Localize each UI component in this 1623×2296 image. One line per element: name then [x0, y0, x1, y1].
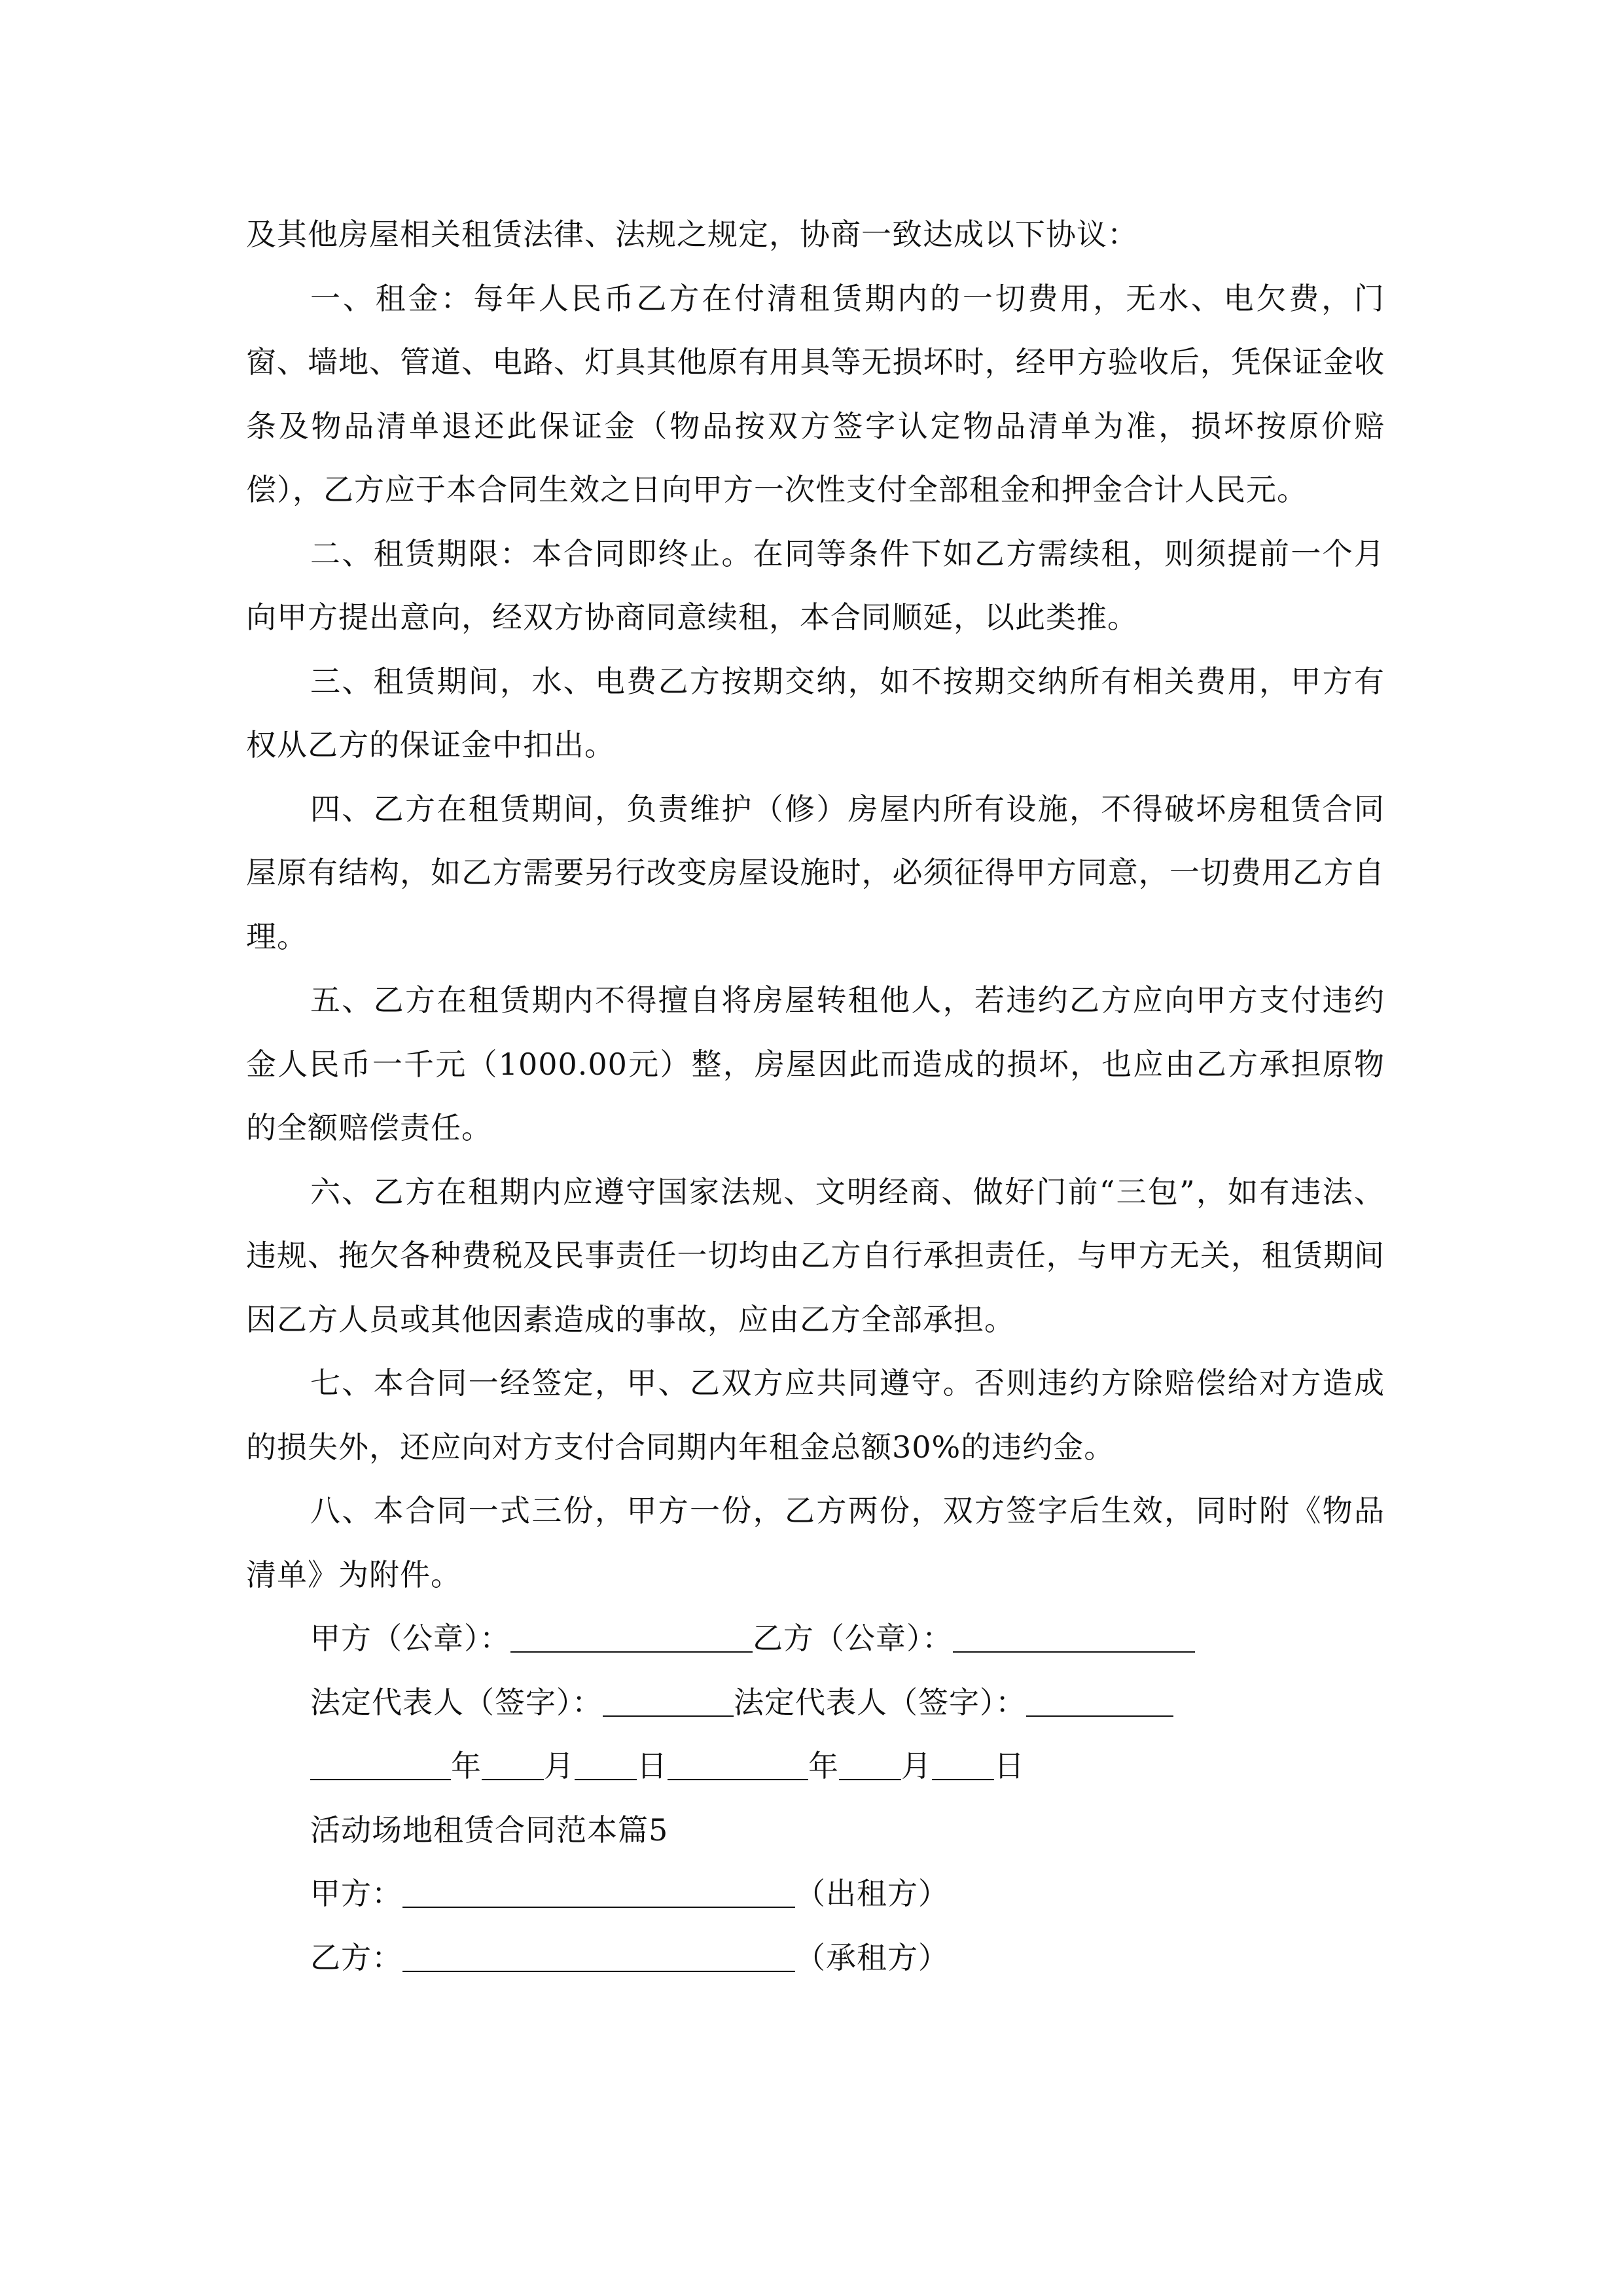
party-a-seal-blank [510, 1621, 753, 1653]
signature-seal-line [246, 1607, 1385, 1671]
party-a-role: （出租方） [795, 1876, 949, 1911]
rep-a-label: 法定代表人（签字）： [310, 1684, 603, 1720]
clause-8-copies: 八、本合同一式三份，甲方一份，乙方两份，双方签字后生效，同时附《物品清单》为附件。 [246, 1493, 1385, 1592]
date-a-month-blank [482, 1749, 544, 1780]
date-b-month-label: 月 [901, 1748, 932, 1784]
section-title: 活动场地租赁合同范本篇5 [310, 1812, 669, 1848]
date-b-month-blank [839, 1749, 901, 1780]
date-b-day-label: 日 [994, 1748, 1025, 1784]
date-b-year-blank [668, 1749, 808, 1780]
date-a-year-blank [310, 1749, 451, 1780]
clause-2-term: 二、租赁期限：本合同即终止。在同等条件下如乙方需续租，则须提前一个月向甲方提出意向，经双方协商同意续租，本合同顺延，以此类推。 [246, 535, 1385, 635]
party-b-seal-label: 乙方（公章）： [753, 1621, 953, 1656]
signature-rep-line [246, 1671, 1385, 1735]
signature-date-line [246, 1734, 1385, 1799]
party-b-seal-blank [953, 1621, 1195, 1653]
party-b-role: （承租方） [795, 1939, 949, 1975]
party-a-line [246, 1862, 1385, 1926]
rep-b-blank [1026, 1685, 1173, 1717]
date-a-month-label: 月 [544, 1748, 575, 1784]
date-a-day-blank [575, 1749, 637, 1780]
clause-6-compliance: 六、乙方在租期内应遵守国家法规、文明经商、做好门前“三包”，如有违法、违规、拖欠各种费税及民事责任一切均由乙方自行承担责任，与甲方无关，租赁期间因乙方人员或其他因素造成的事故，应由乙方全部承担。 [246, 1174, 1385, 1337]
party-a-label: 甲方： [310, 1876, 402, 1911]
rep-b-label: 法定代表人（签字）： [734, 1684, 1026, 1720]
date-a-day-label: 日 [637, 1748, 668, 1784]
party-b-blank [402, 1941, 795, 1972]
clause-3-utilities: 三、租赁期间，水、电费乙方按期交纳，如不按期交纳所有相关费用，甲方有权从乙方的保证金中扣出。 [246, 663, 1385, 762]
date-b-day-blank [932, 1749, 994, 1780]
party-b-label: 乙方： [310, 1939, 402, 1975]
party-b-line [246, 1926, 1385, 1990]
rep-a-blank [603, 1685, 734, 1717]
date-a-year-label: 年 [451, 1748, 482, 1784]
clause-1-rent: 一、租金：每年人民币乙方在付清租赁期内的一切费用，无水、电欠费，门窗、墙地、管道、电路、灯具其他原有用具等无损坏时，经甲方验收后，凭保证金收条及物品清单退还此保证金（物品按双方签字认定物品清单为准，损坏按原价赔偿），乙方应于本合同生效之日向甲方一次性支付全部租金和押金合计人民元。 [246, 280, 1385, 507]
paragraph-intro-continuation: 及其他房屋相关租赁法律、法规之规定，协商一致达成以下协议： [246, 217, 1138, 252]
clause-4-maintenance: 四、乙方在租赁期间，负责维护（修）房屋内所有设施，不得破坏房租赁合同屋原有结构，如乙方需要另行改变房屋设施时，必须征得甲方同意，一切费用乙方自理。 [246, 791, 1385, 954]
date-b-year-label: 年 [808, 1748, 839, 1784]
clause-5-sublease: 五、乙方在租赁期内不得擅自将房屋转租他人，若违约乙方应向甲方支付违约金人民币一千元（1000.00元）整，房屋因此而造成的损坏，也应由乙方承担原物的全额赔偿责任。 [246, 982, 1385, 1145]
document-body [246, 203, 1385, 1990]
party-a-blank [402, 1876, 795, 1908]
clause-7-breach: 七、本合同一经签定，甲、乙双方应共同遵守。否则违约方除赔偿给对方造成的损失外，还应向对方支付合同期内年租金总额30%的违约金。 [246, 1365, 1385, 1465]
party-a-seal-label: 甲方（公章）： [310, 1621, 510, 1656]
